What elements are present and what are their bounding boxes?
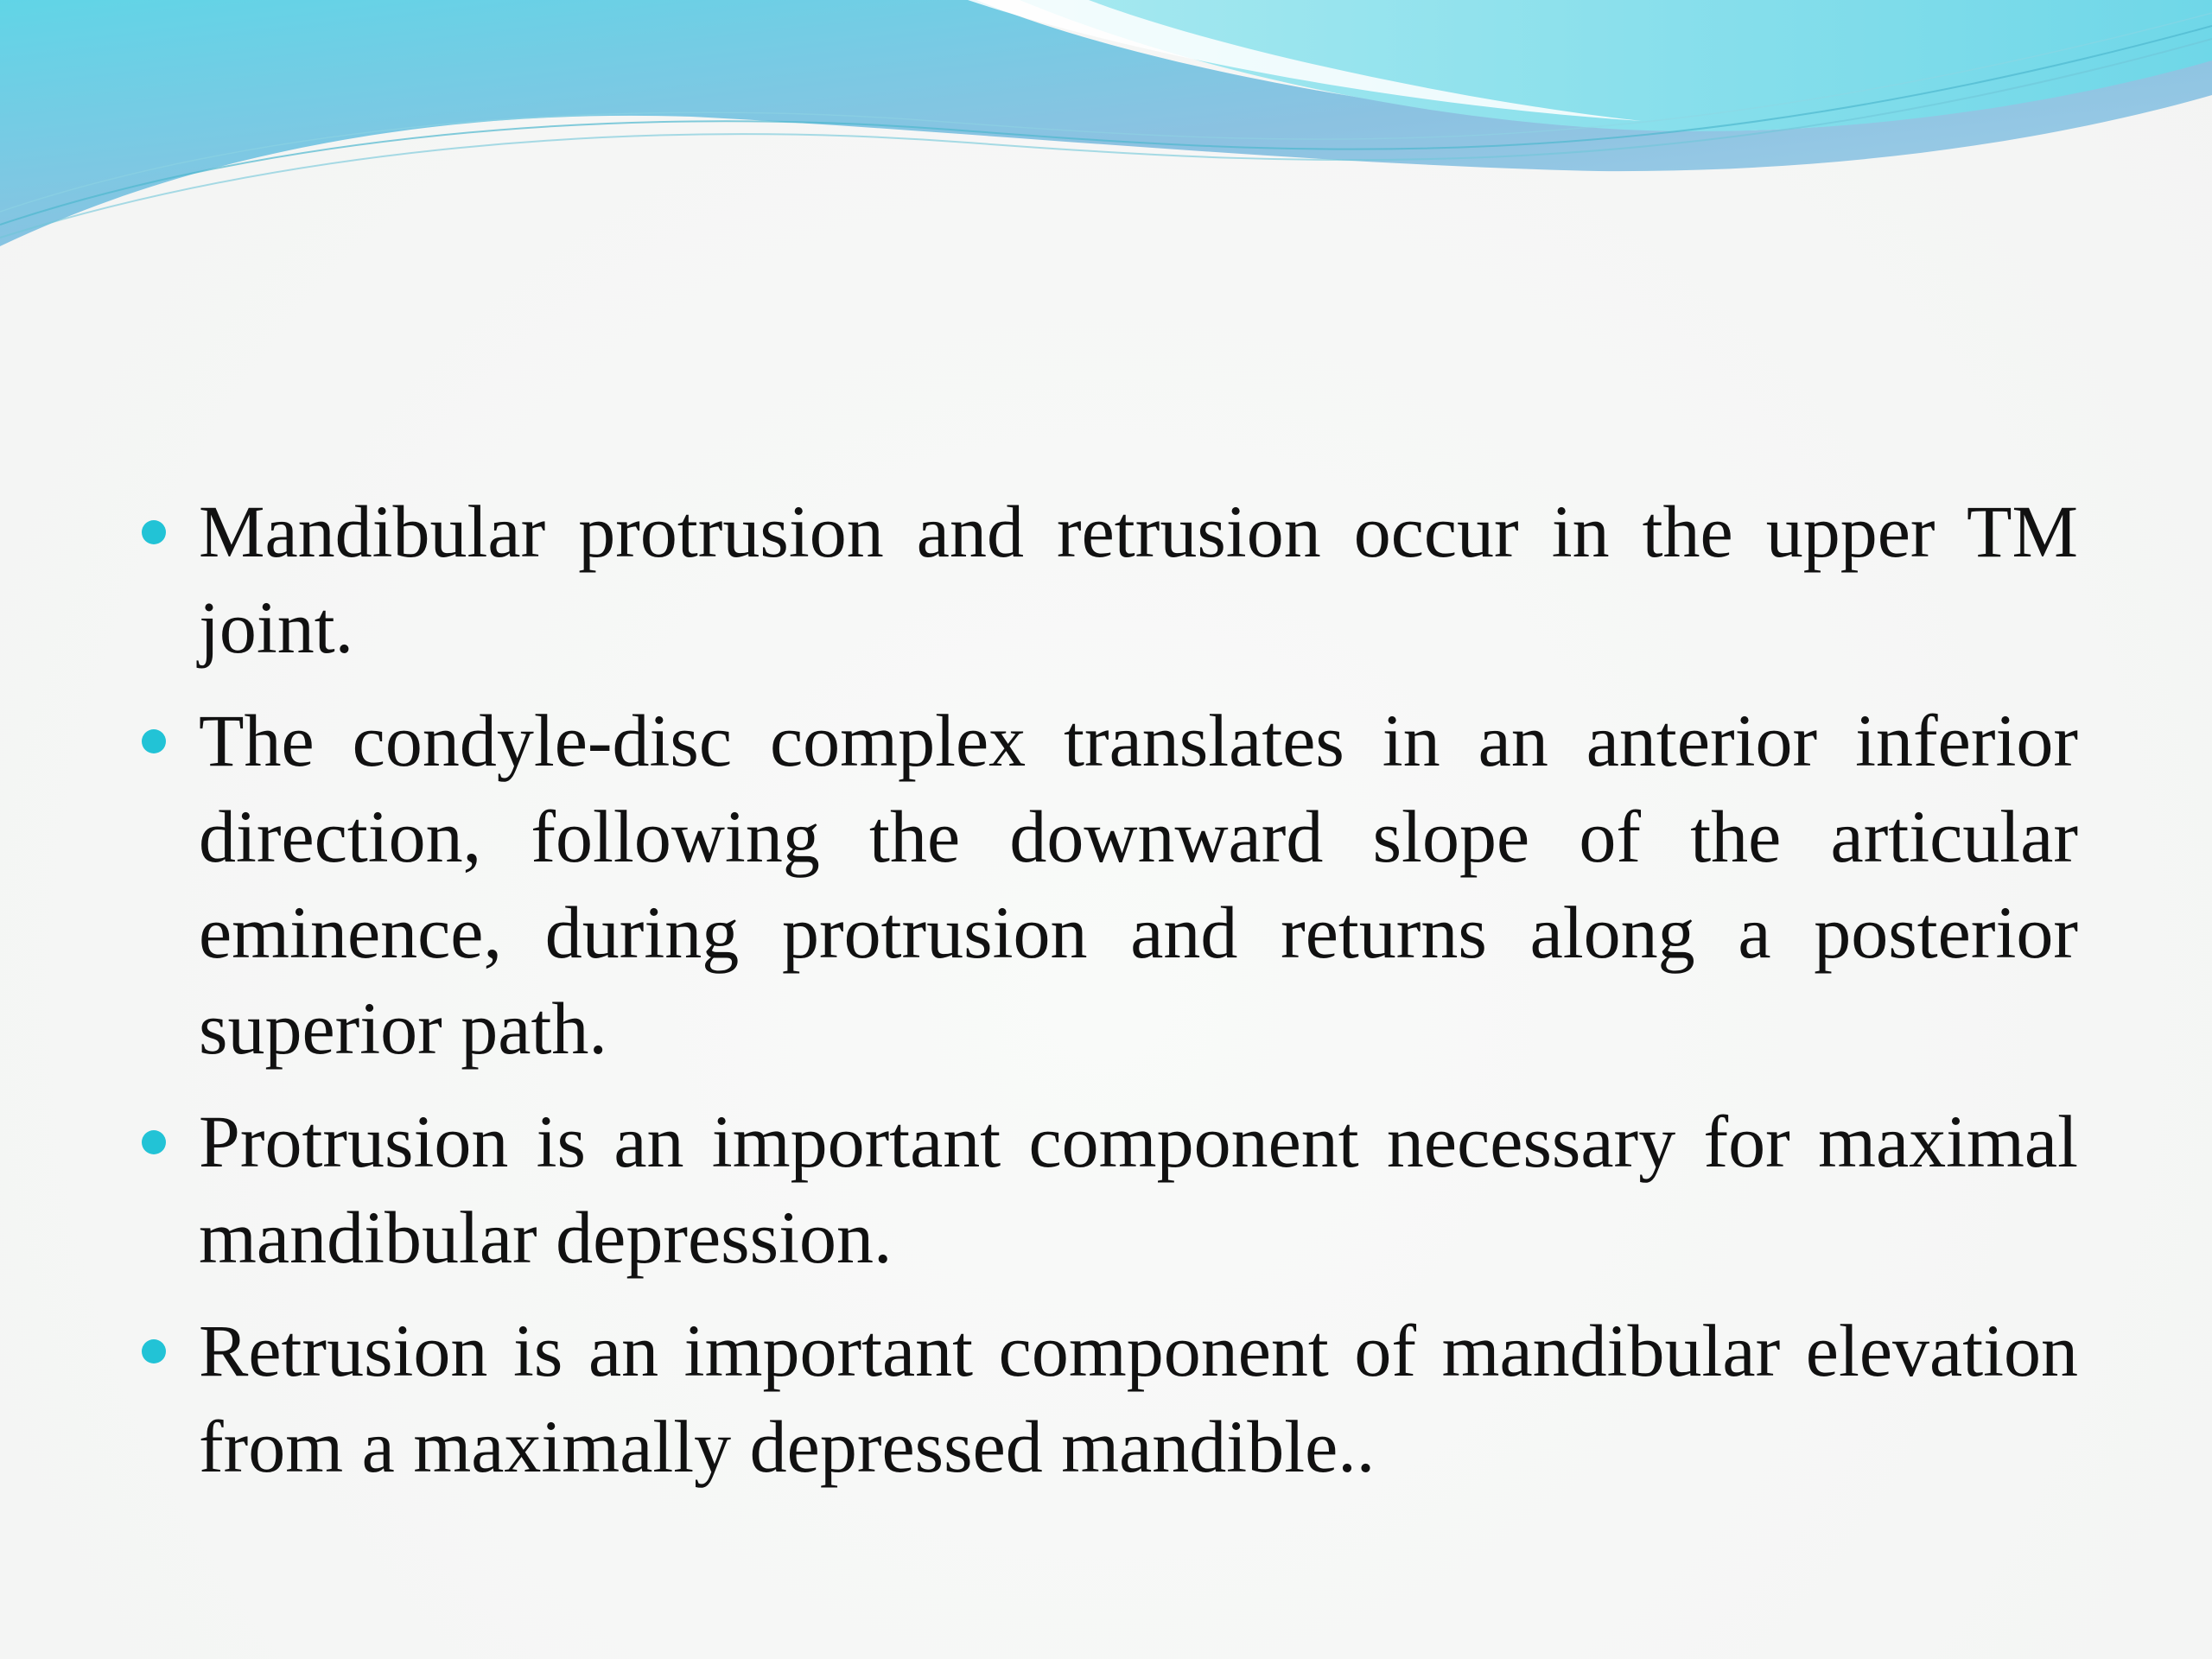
bullet-text: The condyle-disc complex translates in an anterior inferior direction, following the downward slope of the articular eminence, during protrusion and returns along a posterior superior path. [199, 699, 2078, 1070]
bullet-item [138, 1303, 2078, 1495]
bullet-dot-icon [142, 729, 166, 753]
bullet-text: Retrusion is an important component of mandibular elevation from a maximally depressed mandible.. [199, 1309, 2078, 1488]
bullet-list [138, 484, 2078, 1495]
header-wave-decoration [0, 0, 2212, 259]
content-area [138, 484, 2078, 1512]
bullet-dot-icon [142, 520, 166, 544]
bullet-text: Protrusion is an important component necessary for maximal mandibular depression. [199, 1100, 2078, 1279]
bullet-item [138, 1094, 2078, 1286]
bullet-text: Mandibular protrusion and retrusion occur in the upper TM joint. [199, 490, 2078, 669]
bullet-item [138, 484, 2078, 676]
bullet-item [138, 693, 2078, 1077]
bullet-dot-icon [142, 1339, 166, 1363]
bullet-dot-icon [142, 1130, 166, 1154]
